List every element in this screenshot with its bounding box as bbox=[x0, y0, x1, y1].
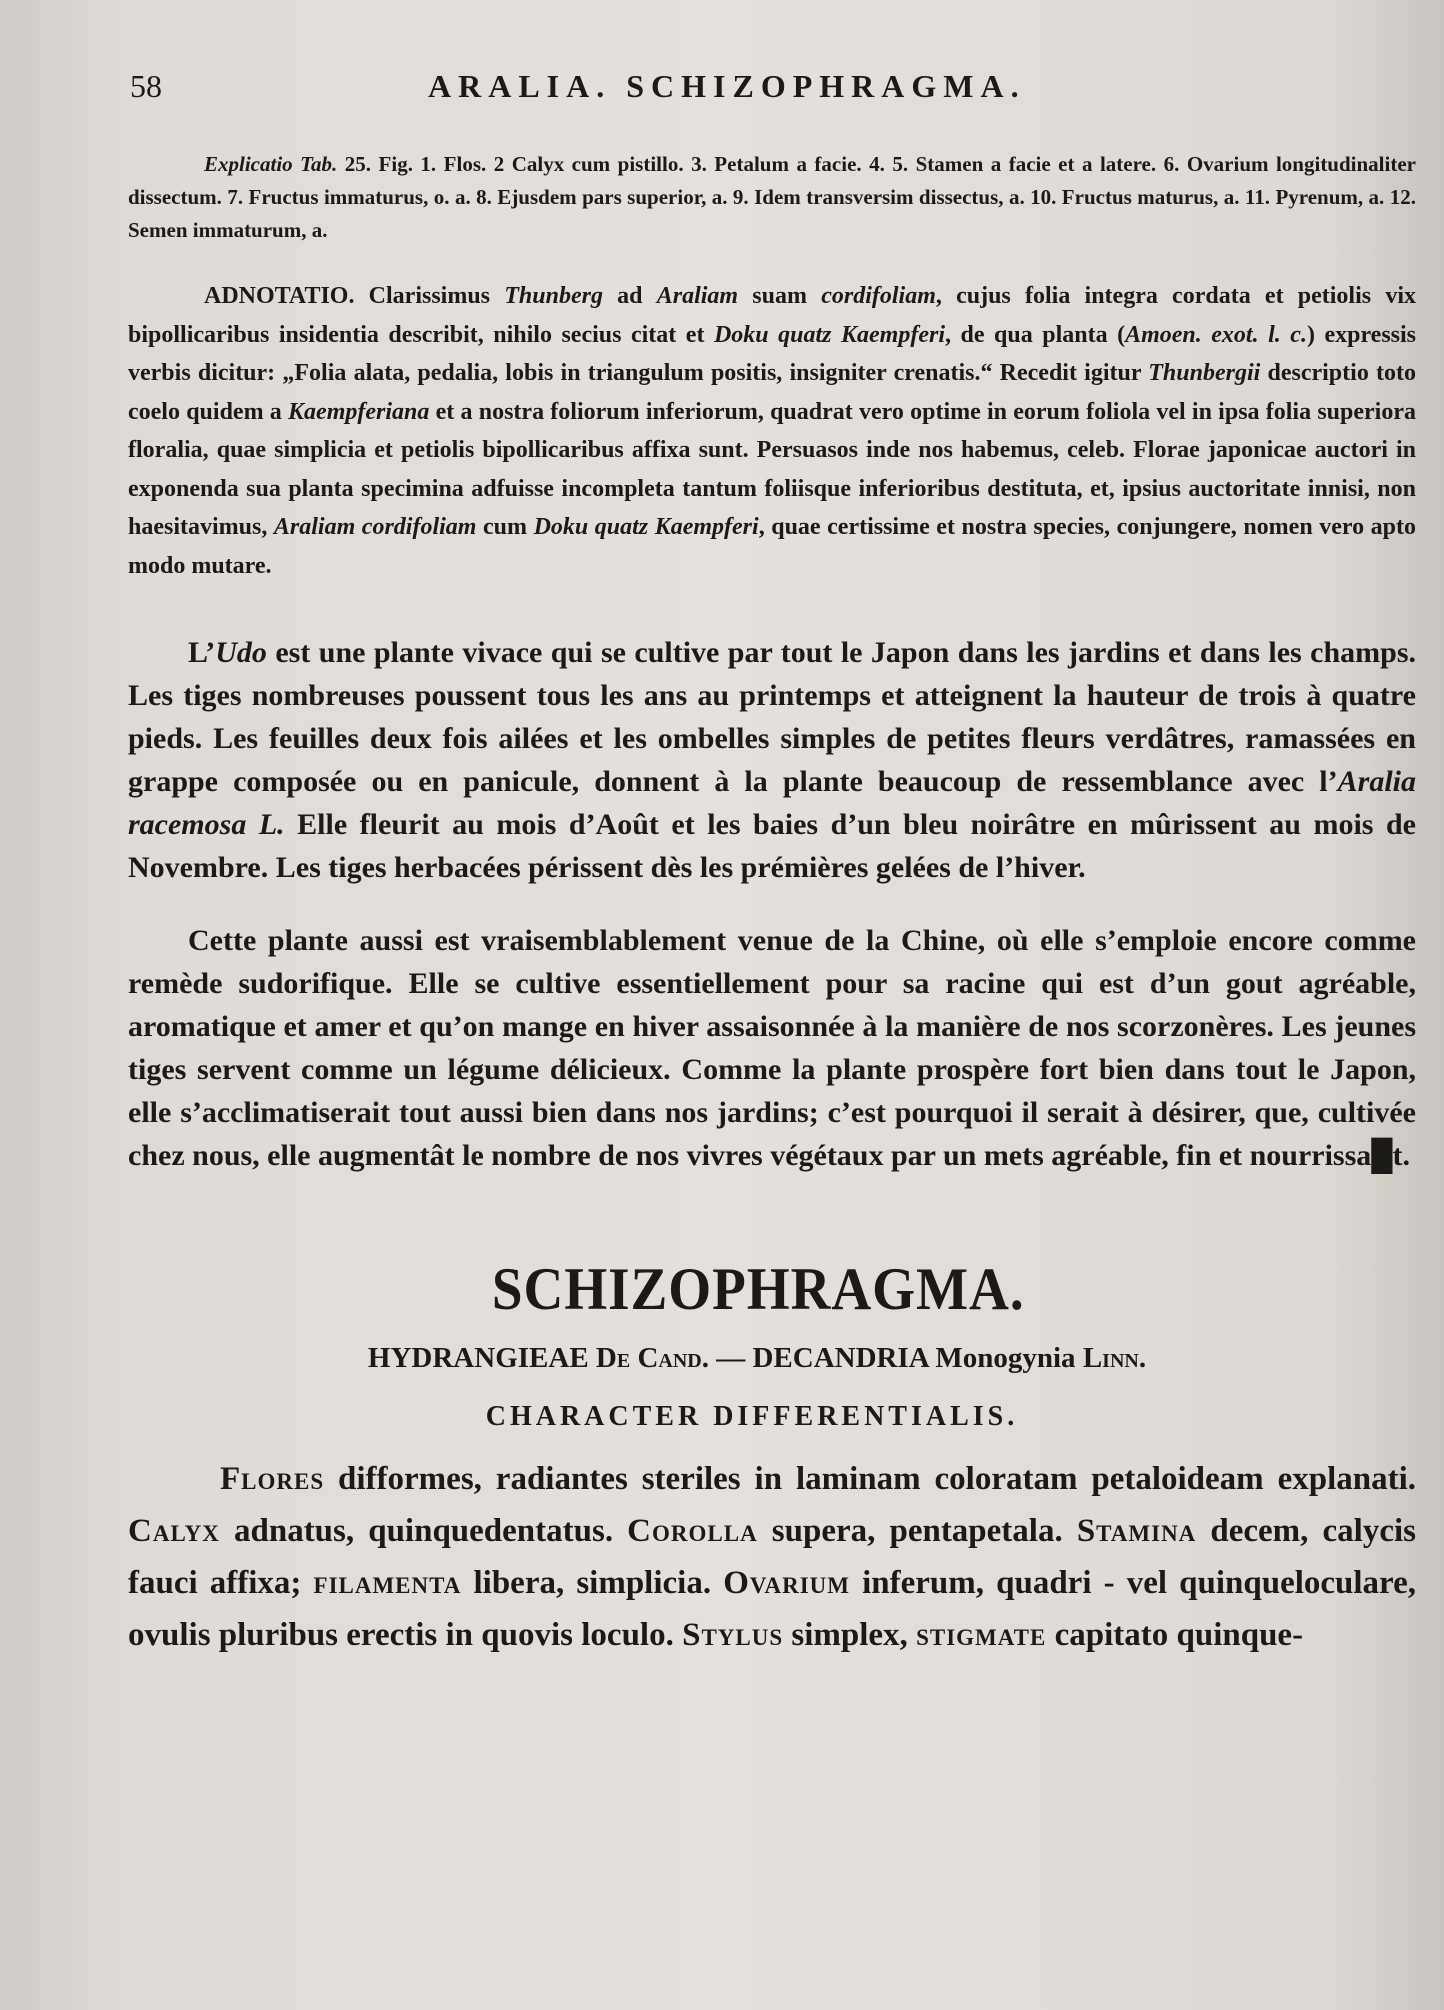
organ-term: Ovarium bbox=[723, 1565, 851, 1601]
french-italic: Aralia racemosa L. bbox=[128, 765, 1416, 841]
organ-term: Flores bbox=[220, 1461, 325, 1497]
adnotatio-paragraph bbox=[128, 277, 1416, 585]
character-text: libera, simplicia. bbox=[461, 1565, 724, 1601]
character-text: adnatus, quinquedentatus. bbox=[219, 1513, 628, 1549]
plate-explanation bbox=[128, 148, 1416, 247]
adnotatio-text: suam bbox=[738, 283, 822, 309]
adnotatio-text: ad bbox=[602, 283, 657, 309]
page-number: 58 bbox=[130, 68, 162, 104]
french-italic: Udo bbox=[215, 636, 267, 669]
character-text: difformes, radiantes steriles in laminam coloratam petaloideam explanati. bbox=[324, 1461, 1416, 1497]
french-text: est une plante vivace qui se cultive par tout le Japon dans les jardins et dans les champs. Les tiges nombreuses poussent tous les ans au printemps et atteignent la hauteur de trois à quatre pieds. Les feuilles deux fois ailées et les ombelles simples de petites fleurs verdâtres, ramassées en grappe composée ou en panicule, donnent à la plante beaucoup de ressemblance avec l’ bbox=[128, 636, 1416, 798]
organ-term: Corolla bbox=[627, 1513, 758, 1549]
classification-text: HYDRANGIEAE bbox=[367, 1342, 596, 1374]
classification-authority: Linn. bbox=[1082, 1342, 1147, 1374]
plate-explanation-lead: Explicatio Tab. bbox=[204, 152, 338, 176]
adnotatio-italic: Amoen. exot. l. c. bbox=[1125, 321, 1307, 348]
adnotatio-text: ADNOTATIO. Clarissimus bbox=[204, 283, 505, 309]
adnotatio-italic: Thunberg bbox=[504, 283, 603, 309]
character-text: simplex, bbox=[783, 1617, 917, 1653]
organ-term: Stamina bbox=[1076, 1513, 1197, 1549]
character-heading: CHARACTER DIFFERENTIALIS. bbox=[485, 1401, 1019, 1432]
adnotatio-text: , de qua planta ( bbox=[945, 321, 1126, 348]
character-text: decem, calycis fauci affixa; bbox=[128, 1513, 1416, 1601]
running-header bbox=[128, 68, 1416, 108]
organ-term: Stylus bbox=[682, 1617, 784, 1653]
adnotatio-italic: Araliam bbox=[656, 283, 739, 309]
adnotatio-italic: Doku quatz Kaempferi bbox=[713, 321, 945, 348]
adnotatio-italic: Thunbergii bbox=[1148, 360, 1261, 386]
french-text: L’ bbox=[188, 636, 216, 669]
adnotatio-italic: Doku quatz Kaempferi bbox=[533, 514, 759, 540]
plate-explanation-text: 25. Fig. 1. Flos. 2 Calyx cum pistillo. 3. Petalum a facie. 4. 5. Stamen a facie et a latere. 6. Ovarium longitudinaliter dissectum. 7. Fructus immaturus, o. a. 8. Ejusdem pars superior, a. 9. Idem transversim dissectus, a. 10. Fructus maturus, a. 11. Pyrenum, a. 12. Semen immaturum, a. bbox=[128, 152, 1416, 242]
adnotatio-text: , quae certissime et nostra species, conjungere, nomen vero apto modo mutare. bbox=[128, 514, 1416, 579]
french-paragraph-1 bbox=[128, 631, 1416, 889]
adnotatio-text: descriptio toto coelo quidem a bbox=[128, 360, 1416, 425]
genus-title: SCHIZOPHRAGMA. bbox=[491, 1256, 1025, 1322]
classification-text: — DECANDRIA Monogynia bbox=[708, 1342, 1083, 1374]
adnotatio-text: cum bbox=[476, 514, 534, 540]
adnotatio-italic: Kaempferiana bbox=[288, 398, 430, 425]
running-title: ARALIA. SCHIZOPHRAGMA. bbox=[428, 68, 1026, 104]
classification-line bbox=[128, 1342, 1416, 1375]
adnotatio-italic: Araliam cordifoliam bbox=[273, 514, 477, 540]
french-paragraph-2: Cette plante aussi est vraisemblablement venue de la Chine, où elle s’emploie encore comme remède sudorifique. Elle se cultive essentiellement pour sa racine qui est d’un gout agréable, aromatique et amer et qu’on mange en hiver assaisonnée à la manière de nos scorzonères. Les jeunes tiges servent comme un légume délicieux. Comme la plante prospère fort bien dans tout le Japon, elle s’acclimatiserait tout aussi bien dans nos jardins; c’est pourquoi il serait à désirer, que, cultivée chez nous, elle augmentât le nombre de nos vivres végétaux par un mets agréable, fin et nourrissa█t. bbox=[128, 924, 1416, 1172]
character-text: inferum, quadri - vel quinqueloculare, ovulis pluribus erectis in quovis loculo. bbox=[128, 1565, 1416, 1653]
adnotatio-italic: cordifoliam bbox=[821, 283, 936, 309]
character-text: supera, pentapetala. bbox=[757, 1513, 1077, 1549]
classification-authority: De Cand. bbox=[595, 1342, 709, 1374]
french-text: Elle fleurit au mois d’Août et les baies d’un bleu noirâtre en mûrissent au mois de Novembre. Les tiges herbacées périssent dès les prémières gelées de l’hiver. bbox=[128, 808, 1416, 884]
adnotatio-text: ) expressis verbis dicitur: „Folia alata, pedalia, lobis in triangulum positis, insigniter crenatis.“ Recedit igitur bbox=[128, 321, 1417, 386]
character-text: capitato quinque- bbox=[1046, 1617, 1304, 1653]
organ-term: Calyx bbox=[128, 1513, 220, 1549]
character-description bbox=[128, 1453, 1416, 1661]
organ-term: filamenta bbox=[313, 1565, 462, 1601]
adnotatio-text: et a nostra foliorum inferiorum, quadrat vero optime in eorum foliola vel in ipsa folia superiora floralia, quae simplicia et petiolis bipollicaribus affixa sunt. Persuasos inde nos habemus, celeb. Florae japonicae auctori in exponenda sua planta specimina adfuisse incompleta tantum foliisque inferioribus destituta, et, ipsius auctoritate innisi, non haesitavimus, bbox=[128, 398, 1416, 540]
adnotatio-text: , cujus folia integra cordata et petiolis vix bipollicaribus insidentia describit, nihilo secius citat et bbox=[128, 283, 1416, 348]
organ-term: stigmate bbox=[916, 1617, 1047, 1653]
